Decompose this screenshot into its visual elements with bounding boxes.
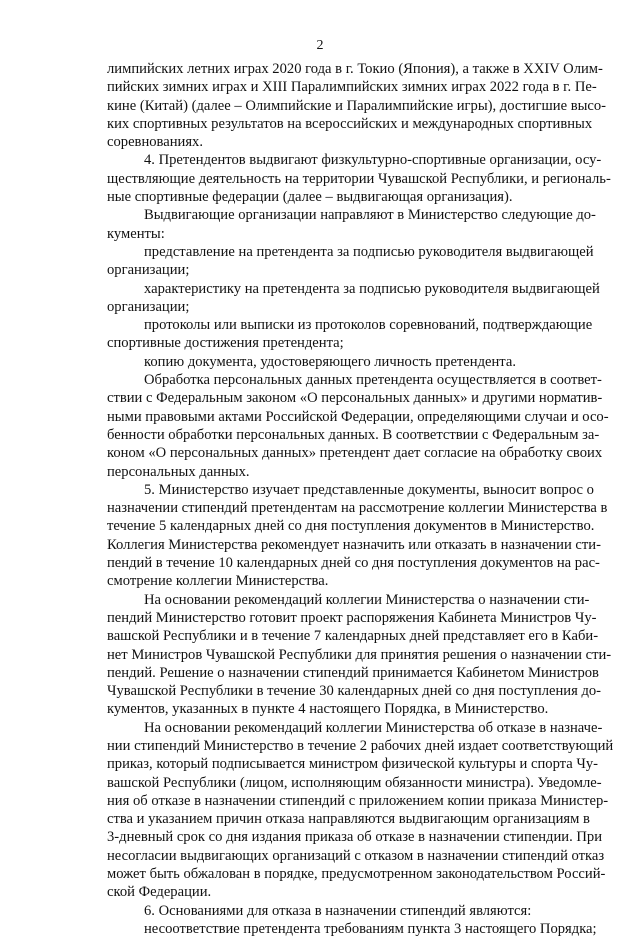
text-line: На основании рекомендаций коллегии Министерства об отказе в назначе- [144,719,603,736]
text-line: приказ, который подписывается министром физической культуры и спорта Чу- [107,756,599,773]
text-line: ния об отказе в назначении стипендий с приложением копии приказа Министер- [107,792,609,809]
text-line: Коллегия Министерства рекомендует назначить или отказать в назначении сти- [107,536,601,553]
text-line: 6. Основаниями для отказа в назначении стипендий являются: [144,902,532,919]
text-line: кументы: [107,225,165,242]
text-line: Обработка персональных данных претендента осуществляется в соответ- [144,372,602,389]
text-line: 4. Претендентов выдвигают физкультурно-спортивные организации, осу- [144,152,602,169]
text-line: ными правовыми актами Российской Федерации, определяющими случаи и осо- [107,408,609,425]
text-line: нет Министров Чувашской Республики для принятия решения о назначении сти- [107,646,612,663]
text-line: кументов, указанных в пункте 4 настоящего Порядка, в Министерство. [107,701,549,718]
text-line: вашской Республики (лицом, исполняющим обязанности министра). Уведомле- [107,774,602,791]
text-line: ской Федерации. [107,884,212,901]
text-line: пийских зимних играх и XIII Паралимпийских зимних играх 2022 года в г. Пе- [107,79,597,96]
text-line: протоколы или выписки из протоколов соревнований, подтверждающие [144,317,593,334]
text-line: представление на претендента за подписью руководителя выдвигающей [144,243,594,260]
text-line: организации; [107,262,190,279]
text-line: коном «О персональных данных» претендент дает согласие на обработку своих [107,445,603,462]
text-line: ких спортивных результатов на всероссийских и международных спортивных [107,115,593,132]
text-line: На основании рекомендаций коллегии Министерства о назначении сти- [144,591,590,608]
text-line: вашской Республики и в течение 7 календарных дней представляет его в Каби- [107,628,599,645]
text-line: характеристику на претендента за подписью руководителя выдвигающей [144,280,600,297]
text-line: смотрение коллегии Министерства. [107,573,329,590]
text-line: пендий Министерство готовит проект распоряжения Кабинета Министров Чу- [107,609,597,626]
text-line: несоответствие претендента требованиям пункта 3 настоящего Порядка; [144,920,597,937]
text-line: организации; [107,298,190,315]
text-line: кине (Китай) (далее – Олимпийские и Паралимпийские игры), достигшие высо- [107,97,607,114]
text-line: соревнованиях. [107,134,203,151]
text-line: 3-дневный срок со дня издания приказа об отказе в назначении стипендии. При [107,829,603,846]
text-line: ные спортивные федерации (далее – выдвигающая организация). [107,189,513,206]
text-line: ства и указанием причин отказа направляются выдвигающим организациям в [107,811,590,828]
text-line: нии стипендий Министерство в течение 2 рабочих дней издает соответствующий [107,737,614,754]
text-line: Чувашской Республики в течение 30 календарных дней со дня поступления до- [107,683,602,700]
text-line: лимпийских летних играх 2020 года в г. Токио (Япония), а также в XXIV Олим- [107,61,603,77]
text-line: течение 5 календарных дней со дня поступления документов в Министерство. [107,518,595,535]
text-line: пендий в течение 10 календарных дней со дня поступления документов на рас- [107,555,600,572]
text-line: спортивные достижения претендента; [107,335,344,352]
text-line: ществляющие деятельность на территории Чувашской Республики, и региональ- [107,170,611,187]
text-line: ствии с Федеральным законом «О персональных данных» и другими норматив- [107,390,603,407]
text-line: Выдвигающие организации направляют в Министерство следующие до- [144,207,596,224]
text-line: пендий. Решение о назначении стипендий принимается Кабинетом Министров [107,664,599,681]
text-line: копию документа, удостоверяющего личность претендента. [144,353,516,370]
text-line: бенности обработки персональных данных. В соответствии с Федеральным за- [107,426,600,443]
page-number: 2 [316,38,324,53]
text-line: персональных данных. [107,463,250,480]
text-line: 5. Министерство изучает представленные документы, выносит вопрос о [144,481,594,498]
text-line: назначении стипендий претендентам на рассмотрение коллегии Министерства в [107,500,608,517]
text-line: может быть обжалован в порядке, предусмотренном законодательством Россий- [107,866,606,883]
text-line: несогласии выдвигающих организаций с отказом в назначении стипендий отказ [107,847,605,864]
document-body [107,60,614,938]
